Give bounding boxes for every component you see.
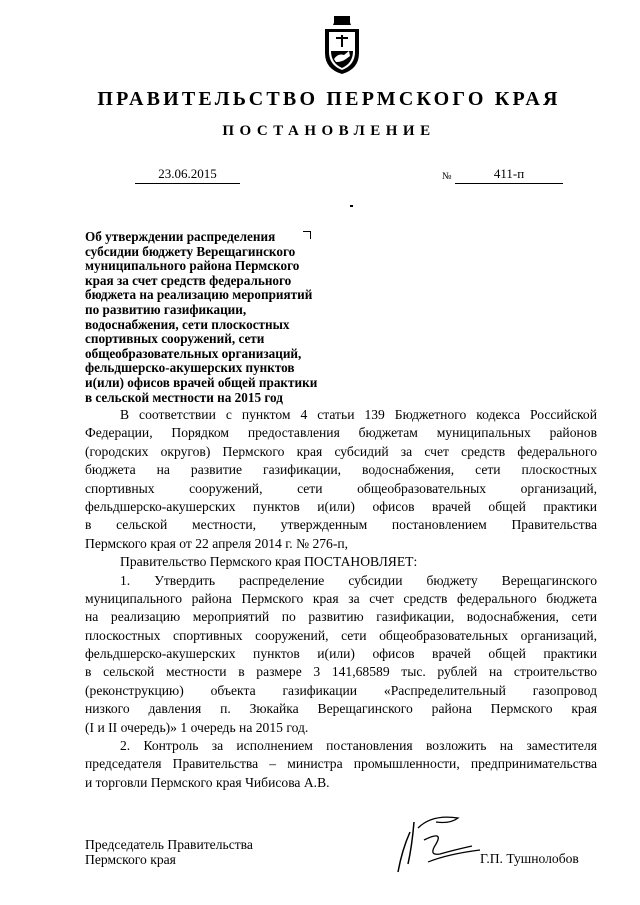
body-line: муниципального района Пермского края за счет средств федерального бюджета — [85, 590, 597, 606]
body-line: Пермского края от 22 апреля 2014 г. № 276-п, — [85, 535, 349, 551]
chair-title — [85, 837, 253, 867]
subject-bracket-mark — [303, 231, 311, 239]
body-line: спортивных сооружений, сети общеобразовательных организаций, — [85, 480, 597, 496]
body-line: (городских округов) Пермского края субсидий за счет средств федерального — [85, 443, 597, 459]
document-number: 411-п — [455, 166, 563, 184]
subject-line: Об утверждении распределения — [85, 229, 276, 244]
body-line: на реализацию мероприятий по развитию газификации, водоснабжения, сети — [85, 609, 597, 625]
body-line: фельдшерско-акушерских пунктов и(или) офисов врачей общей практики — [85, 498, 597, 514]
body-line: Федерации, Порядком предоставления бюджетам муниципальных районов — [85, 425, 597, 441]
subject-line: края за счет средств федерального — [85, 272, 292, 288]
body-line: Правительство Пермского края ПОСТАНОВЛЯЕТ: — [120, 554, 418, 570]
chair-title-line: Председатель Правительства — [85, 837, 253, 852]
handwritten-signature-icon — [388, 810, 498, 880]
subject-line: муниципального района Пермского — [85, 258, 300, 274]
subject-line: фельдшерско-акушерских пунктов — [85, 360, 295, 376]
government-title: ПРАВИТЕЛЬСТВО ПЕРМСКОГО КРАЯ — [97, 88, 561, 110]
document-subject — [85, 230, 330, 405]
body-line: плоскостных спортивных сооружений, сети общеобразовательных организаций, — [85, 627, 597, 643]
body-line: В соответствии с пунктом 4 статьи 139 Бюджетного кодекса Российской — [120, 407, 597, 422]
scan-mark — [350, 205, 353, 207]
signer-name: Г.П. Тушнолобов — [480, 851, 579, 866]
body-line: 2. Контроль за исполнением постановления возложить на заместителя — [120, 738, 597, 754]
body-line: фельдшерско-акушерских пунктов и(или) офисов врачей общей практики — [85, 646, 597, 662]
document-body — [85, 406, 597, 792]
subject-line: общеобразовательных организаций, — [85, 345, 302, 361]
body-line: 1. Утвердить распределение субсидии бюджету Верещагинского — [120, 572, 597, 588]
body-line: в сельской местности в размере 3 141,68589 тыс. рублей на строительство — [85, 664, 597, 680]
body-line: (реконструкцию) объекта газификации «Распределительный газопровод — [85, 682, 597, 698]
subject-line: в сельской местности на 2015 год — [85, 389, 283, 405]
document-type: ПОСТАНОВЛЕНИЕ — [222, 123, 436, 139]
body-line: низкого давления п. Зюкайка Верещагинского района Пермского края — [85, 701, 597, 717]
subject-line: по развитию газификации, — [85, 301, 247, 317]
document-date: 23.06.2015 — [135, 166, 240, 184]
body-line: и торговли Пермского края Чибисова А.В. — [85, 774, 330, 790]
subject-line: субсидии бюджету Верещагинского — [85, 243, 296, 259]
subject-line: и(или) офисов врачей общей практики — [85, 374, 318, 390]
coat-of-arms-icon — [322, 15, 362, 75]
body-line: в сельской местности, утвержденным постановлением Правительства — [85, 517, 597, 533]
subject-line: спортивных сооружений, сети — [85, 331, 265, 347]
body-line: (I и II очередь)» 1 очередь на 2015 год. — [85, 719, 309, 735]
chair-title-line: Пермского края — [85, 852, 176, 867]
body-line: бюджета на развитие газификации, водоснабжения, сети плоскостных — [85, 462, 597, 478]
number-sign: № — [442, 171, 452, 182]
subject-line: водоснабжения, сети плоскостных — [85, 316, 290, 332]
body-line: председателя Правительства – министра промышленности, предпринимательства — [85, 756, 597, 772]
subject-line: бюджета на реализацию мероприятий — [85, 287, 313, 303]
